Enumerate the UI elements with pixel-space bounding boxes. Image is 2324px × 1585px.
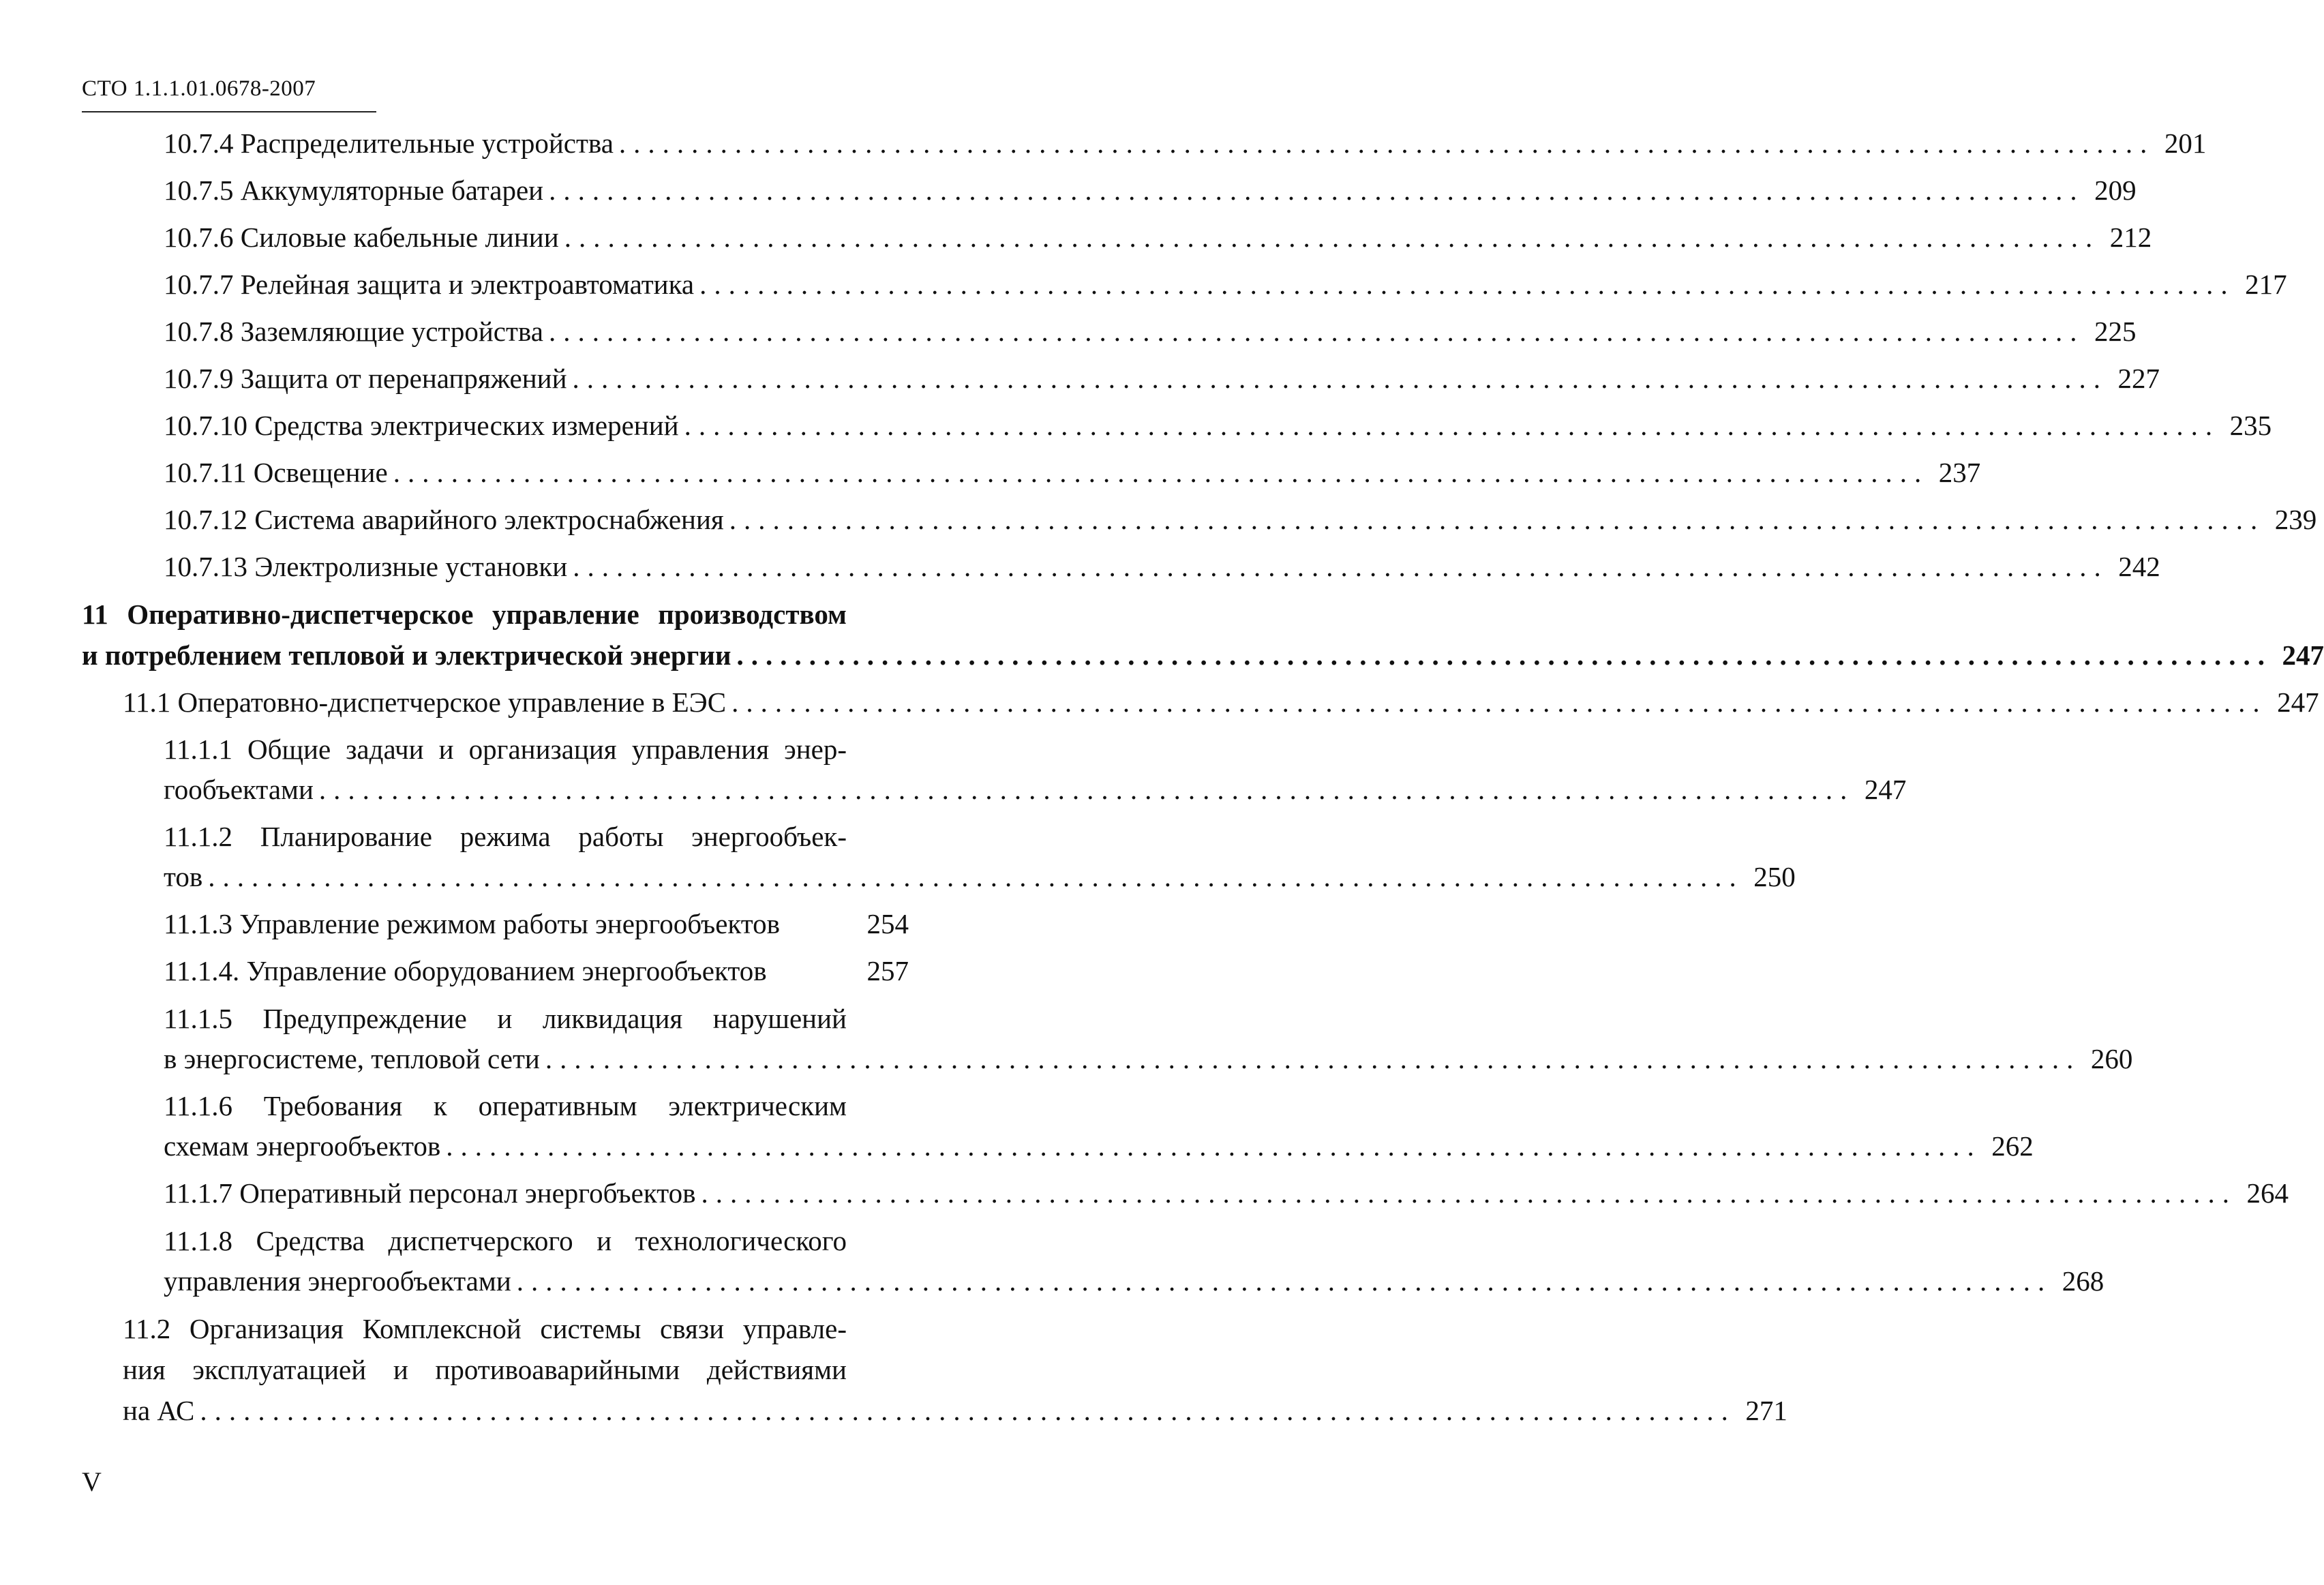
toc-entry-title: 11.1 Оператовно-диспетчерское управление в ЕЭС — [123, 686, 727, 718]
toc-entry-title: 11.1.4. Управление оборудованием энергообъектов — [164, 955, 767, 986]
toc-entry-title-line[interactable]: 11.1.5 Предупреждение и ликвидация нарушений — [164, 1003, 847, 1034]
toc-page-number: 217 — [2245, 269, 2287, 300]
toc-leader-dots: .......................................................................................................... — [684, 410, 2220, 441]
toc-entry-title-line[interactable]: 11.1.1 Общие задачи и организация управления энер- — [164, 734, 847, 765]
toc-entry[interactable] — [164, 123, 2207, 164]
toc-leader-dots: .......................................................................................................... — [318, 774, 1855, 805]
toc-entry[interactable] — [164, 1173, 2289, 1213]
toc-entry[interactable] — [164, 499, 2317, 540]
toc-leader-dots: .......................................................................................................... — [731, 686, 2267, 718]
toc-leader-dots: .......................................................................................................... — [736, 639, 2272, 671]
toc-leader-dots: .......................................................................................................... — [564, 222, 2100, 253]
toc-page-number: 247 — [2277, 686, 2319, 718]
toc-entry[interactable] — [123, 682, 2319, 723]
toc-leader-dots: .......................................................................................................... — [699, 269, 2235, 300]
toc-page-number: 254 — [866, 908, 909, 939]
toc-entry-title: 10.7.6 Силовые кабельные линии — [164, 222, 559, 253]
toc-entry[interactable] — [164, 769, 1907, 810]
toc-page-number: 235 — [2229, 410, 2272, 441]
toc-page-number: 212 — [2109, 222, 2152, 253]
toc-leader-dots: .......................................................................................................... — [701, 1177, 2237, 1209]
toc-entry[interactable] — [164, 217, 2152, 258]
toc-entry[interactable] — [123, 1390, 1787, 1431]
toc-entry[interactable] — [164, 358, 2160, 399]
toc-entry[interactable] — [164, 311, 2137, 352]
toc-entry-title: 11.1.7 Оперативный персонал энергобъектов — [164, 1177, 696, 1209]
toc-entry[interactable] — [164, 1038, 2133, 1079]
toc-entry[interactable] — [164, 264, 2287, 305]
toc-entry-title-line[interactable]: 11.1.2 Планирование режима работы энергообъек- — [164, 821, 847, 852]
toc-page-number: 237 — [1938, 457, 1981, 488]
toc-section-title-line[interactable]: 11 Оперативно-диспетчерское управление производством — [82, 599, 847, 630]
toc-page-number: 239 — [2274, 504, 2317, 535]
toc-page-number: 209 — [2094, 175, 2137, 206]
toc-entry-title: и потреблением тепловой и электрической энергии — [82, 639, 731, 671]
toc-entry-title-line[interactable]: 11.1.8 Средства диспетчерского и технологического — [164, 1225, 847, 1256]
toc-entry[interactable] — [164, 452, 1981, 493]
toc-entry-title: на АС — [123, 1395, 195, 1426]
toc-leader-dots: .......................................................................................................... — [729, 504, 2265, 535]
toc-leader-dots: .......................................................................................................... — [393, 457, 1929, 488]
toc-leader-dots: .......................................................................................................... — [618, 127, 2155, 159]
toc-entry[interactable] — [164, 1261, 2104, 1301]
toc-entry-title: 10.7.11 Освещение — [164, 457, 388, 488]
toc-entry-title-line[interactable]: ния эксплуатацией и противоаварийными действиями — [123, 1354, 847, 1385]
toc-entry-title: 10.7.5 Аккумуляторные батареи — [164, 175, 544, 206]
toc-entry-title: 10.7.8 Заземляющие устройства — [164, 316, 543, 347]
toc-page-number: 227 — [2117, 363, 2160, 394]
toc-entry[interactable] — [164, 856, 1796, 897]
toc-page-number: 247 — [2282, 639, 2324, 671]
toc-entry[interactable] — [164, 1126, 2034, 1166]
toc-entry-title: 11.1.3 Управление режимом работы энергообъектов — [164, 908, 781, 939]
toc-page-number: 247 — [1864, 774, 1907, 805]
toc-page-number: 250 — [1753, 861, 1796, 892]
toc-entry-title: в энергосистеме, тепловой сети — [164, 1043, 540, 1074]
toc-leader-dots: .......................................................................................................... — [549, 175, 2085, 206]
toc-entry-title: 10.7.4 Распределительные устройства — [164, 127, 614, 159]
toc-leader-dots: .......................................................................................................... — [446, 1130, 1982, 1162]
toc-entry-title: 10.7.9 Защита от перенапряжений — [164, 363, 567, 394]
toc-page-number: 268 — [2062, 1265, 2104, 1297]
toc-page-number: 260 — [2090, 1043, 2133, 1074]
toc-entry-title: 10.7.13 Электролизные установки — [164, 551, 568, 582]
toc-leader-dots: .......................................................................................................... — [208, 861, 1744, 892]
toc-entry[interactable] — [164, 546, 2160, 587]
toc-page-number: 201 — [2164, 127, 2207, 159]
toc-entry-title: 10.7.12 Система аварийного электроснабжения — [164, 504, 724, 535]
toc-leader-dots: .......................................................................................................... — [516, 1265, 2053, 1297]
toc-leader-dots: .......................................................................................................... — [573, 551, 2109, 582]
toc-entry-title-line[interactable]: 11.1.6 Требования к оперативным электрическим — [164, 1090, 847, 1121]
toc-page-number: 271 — [1745, 1395, 1787, 1426]
toc-entry-title: тов — [164, 861, 203, 892]
toc-leader-dots: .......................................................................................................... — [200, 1395, 1736, 1426]
toc-page-number: 257 — [866, 955, 909, 986]
toc-page-number: 225 — [2094, 316, 2137, 347]
toc-leader-dots: .......................................................................................................... — [545, 1043, 2081, 1074]
toc-entry[interactable] — [164, 903, 909, 944]
toc-entry[interactable] — [164, 170, 2137, 211]
page-number-roman: V — [82, 1466, 102, 1497]
header-rule — [82, 111, 376, 112]
toc-entry-title: схемам энергообъектов — [164, 1130, 441, 1162]
document-code-header: СТО 1.1.1.01.0678-2007 — [82, 76, 316, 101]
toc-page-number: 262 — [1991, 1130, 2034, 1162]
toc-section-entry[interactable] — [82, 635, 2324, 676]
toc-leader-dots: .......................................................................................................... — [572, 363, 2109, 394]
toc-entry-title: управления энергообъектами — [164, 1265, 511, 1297]
toc-entry-title: гообъектами — [164, 774, 314, 805]
toc-entry[interactable] — [164, 405, 2272, 446]
toc-entry-title-line[interactable]: 11.2 Организация Комплексной системы связи управле- — [123, 1313, 847, 1344]
toc-entry[interactable] — [164, 950, 909, 991]
toc-page-number: 264 — [2246, 1177, 2289, 1209]
toc-page-number: 242 — [2118, 551, 2160, 582]
toc-leader-dots: .......................................................................................................... — [548, 316, 2085, 347]
toc-entry-title: 10.7.10 Средства электрических измерений — [164, 410, 679, 441]
toc-entry-title: 10.7.7 Релейная защита и электроавтоматика — [164, 269, 695, 300]
